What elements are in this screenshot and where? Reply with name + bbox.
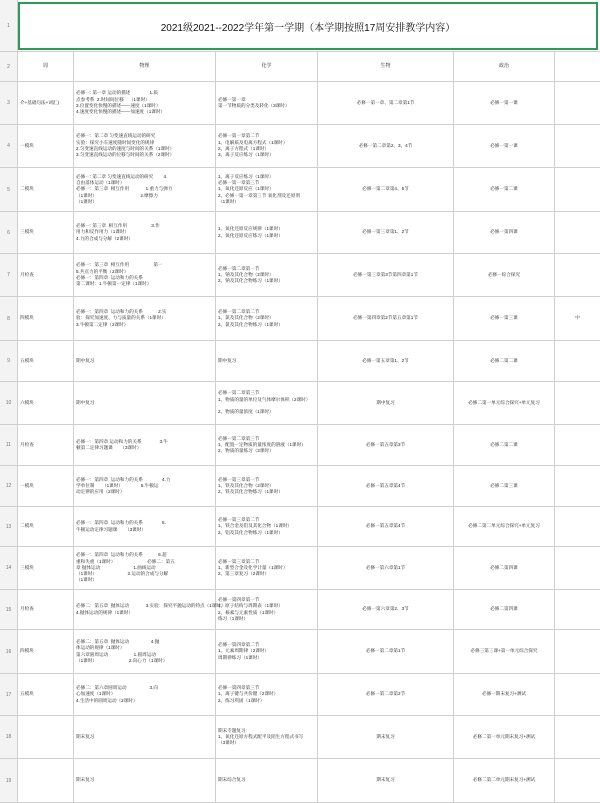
physics-cell[interactable]: 必修一: 第三章 相互作用 3.作 用力和反作用力（1课时） 4.力的合成与分解（2课时） <box>74 212 216 253</box>
week-cell[interactable]: 六模块 <box>18 382 74 424</box>
week-cell[interactable]: 介+基础句法+词汇) <box>18 82 74 124</box>
header-politics[interactable]: 政治 <box>454 52 555 81</box>
header-chemistry[interactable]: 化学 <box>216 52 318 81</box>
header-physics[interactable]: 物理 <box>74 52 216 81</box>
extra-cell[interactable] <box>555 382 600 424</box>
politics-cell[interactable]: 必修二第二课 <box>454 425 555 465</box>
biology-cell[interactable]: 必修一第六章第1节 <box>318 547 454 589</box>
table-row <box>0 341 600 382</box>
physics-cell[interactable]: 期末复习 <box>74 759 216 802</box>
politics-cell[interactable]: 必修一第三课 <box>454 297 555 340</box>
politics-cell[interactable]: 必修二第二单元综合探究+单元复习 <box>454 507 555 546</box>
physics-cell[interactable]: 必修一：第四章 运动和力的关系 6.超 重和失重（1课时） 必修二：第五 章 抛体运动 1.曲线运动 （1课时） 2.运动的合成与分解 （1课时） <box>74 547 216 589</box>
sheet-title[interactable]: 2021级2021--2022学年第一学期（本学期按照17周安排教学内容） <box>18 2 598 50</box>
extra-cell[interactable] <box>555 590 600 629</box>
physics-cell[interactable]: 期末复习 <box>74 716 216 758</box>
chemistry-cell[interactable]: 期中复习 <box>216 341 318 381</box>
physics-cell[interactable]: 必修一：第四章 运动和力的关系 5. 牛顿运动定律习题课 （3课时） <box>74 507 216 546</box>
table-row <box>0 547 600 590</box>
physics-cell[interactable]: 必修二：第五章 抛体运动 4.抛 体运动的规律（1课时） 第六章圆周运动 1.圆周运动 （1课时） 2.向心力（1课时） <box>74 630 216 673</box>
biology-cell[interactable]: 必修一第五章第4节 <box>318 507 454 546</box>
row-number[interactable]: 16 <box>0 630 18 673</box>
physics-cell[interactable]: 期中复习 <box>74 341 216 381</box>
row-number[interactable]: 2 <box>0 52 18 81</box>
politics-cell[interactable]: 必修一第四课 <box>454 212 555 253</box>
politics-cell[interactable]: 必修一第一课 <box>454 125 555 167</box>
table-row <box>0 507 600 547</box>
physics-cell[interactable]: 必修一: 第一章 运动的描述 1.质 点参考系 2.时间间位移 （1课时） 3.位置变化快慢的描述——速度（1课时） 4.速度变化快慢的描述——加速度（1课时） <box>74 82 216 124</box>
physics-cell[interactable]: 必修一：第四章 运动和力的关系 4.力 学单位制 （1课时） 5.牛顿运 动定律的应用（2课时） <box>74 466 216 506</box>
table-row <box>0 297 600 341</box>
table-row <box>0 630 600 674</box>
extra-cell[interactable] <box>555 125 600 167</box>
biology-cell[interactable]: 期末复习 <box>318 716 454 758</box>
chemistry-cell[interactable]: 必修一第三章第一节 1、铁及其化合物（2课时） 2、铁及其化合物练习（1课时） <box>216 466 318 506</box>
extra-cell[interactable] <box>555 674 600 715</box>
politics-cell[interactable]: 必修二第四课 <box>454 547 555 589</box>
row-number[interactable]: 6 <box>0 212 18 253</box>
week-cell[interactable]: 五模块 <box>18 674 74 715</box>
politics-cell[interactable]: 必修三第三课+第一单元综合探究 <box>454 630 555 673</box>
extra-cell[interactable] <box>555 212 600 253</box>
week-cell[interactable]: 二模块 <box>18 168 74 211</box>
biology-cell[interactable]: 必修一第二章第2节 <box>318 674 454 715</box>
chemistry-cell[interactable]: 期末综合复习 <box>216 759 318 802</box>
row-number[interactable]: 17 <box>0 674 18 715</box>
chemistry-cell[interactable]: 必修一第二章第二节 1、氯及其化合物（2课时） 2、氯及其化合物练习（1课时） <box>216 297 318 340</box>
chemistry-cell[interactable]: 1、离子反应练习（1课时） 必修一第一章第三节 1、氧化还原反应（1课时） 2、必修一第一章第三节 氧化剂及还原剂 （1课时） <box>216 168 318 211</box>
row-number[interactable]: 12 <box>0 466 18 506</box>
week-cell[interactable]: 一模块 <box>18 466 74 506</box>
table-row <box>0 382 600 425</box>
table-row <box>0 759 600 803</box>
extra-cell[interactable] <box>555 759 600 802</box>
extra-cell[interactable] <box>555 341 600 381</box>
week-cell[interactable]: 月检查 <box>18 590 74 629</box>
chemistry-cell[interactable]: 必修一第二章第三节 1、配置一定物质的量浓度的溶液（1课时） 2、物质的量练习（2课时） <box>216 425 318 465</box>
chemistry-cell[interactable]: 必修一第四章第二节 1、元素周期律（2课时） 周期律练习（1课时） <box>216 630 318 673</box>
row-number[interactable]: 4 <box>0 125 18 167</box>
extra-cell[interactable] <box>555 425 600 465</box>
row-number[interactable]: 5 <box>0 168 18 211</box>
chemistry-cell[interactable]: 必修一第二章第一节 1、钠及其化合物（2课时） 2、钠及其化合物练习（1课时） <box>216 254 318 296</box>
week-cell[interactable]: 一模块 <box>18 125 74 167</box>
politics-cell[interactable]: 必修二第四课 <box>454 590 555 629</box>
week-cell[interactable]: 四模块 <box>18 630 74 673</box>
row-number[interactable]: 8 <box>0 297 18 340</box>
extra-cell[interactable] <box>555 466 600 506</box>
extra-cell[interactable] <box>555 547 600 589</box>
biology-cell[interactable]: 期末复习 <box>318 759 454 802</box>
biology-cell[interactable]: 必修一第五章第1、2节 <box>318 341 454 381</box>
physics-cell[interactable]: 必修一：第四章 运动和力的关系 2.实 验：探究加速度、力与质量的关系（1课时） 3.牛顿第二定律（2课时） <box>74 297 216 340</box>
extra-cell[interactable] <box>555 254 600 296</box>
week-cell[interactable]: 三模块 <box>18 212 74 253</box>
biology-cell[interactable]: 必修一第二章第2、3、4节 <box>318 125 454 167</box>
row-number[interactable]: 1 <box>0 0 18 51</box>
row-number[interactable]: 15 <box>0 590 18 629</box>
table-row <box>0 425 600 466</box>
week-cell[interactable]: 二模块 <box>18 507 74 546</box>
week-cell[interactable]: 三模块 <box>18 547 74 589</box>
politics-cell[interactable]: 必修一期末复习+测试 <box>454 674 555 715</box>
politics-cell[interactable]: 必修二第一单元综合探究+单元复习 <box>454 382 555 424</box>
chemistry-cell[interactable]: 期末专题复习： 1、氧化还原方程式配平及陌生方程式书写 （3课时） <box>216 716 318 758</box>
physics-cell[interactable]: 必修二：第五章 抛体运动 3.实验：探究平抛运动的特点（1课时） 4.抛体运动的规律（1课时） <box>74 590 216 629</box>
chemistry-cell[interactable]: 必修一第二章第三节 1、物质的量的单位及气体摩尔体积（2课时） 2、物质的量浓度（1课时） <box>216 382 318 424</box>
week-cell[interactable]: 月检查 <box>18 425 74 465</box>
title-row <box>0 0 600 52</box>
chemistry-cell[interactable]: 必修一第一章 第一节物质的分类及转化（3课时） <box>216 82 318 124</box>
politics-cell[interactable]: 必修一综合探究 <box>454 254 555 296</box>
header-week[interactable]: 周 <box>18 52 74 81</box>
row-number[interactable]: 3 <box>0 82 18 124</box>
physics-cell[interactable]: 必修二：第六章圆周运动 3.向 心加速度（1课时） 4.生活中的圆周运动（2课时） <box>74 674 216 715</box>
politics-cell[interactable]: 必修二第二单元期末复习+测试 <box>454 759 555 802</box>
table-row <box>0 674 600 716</box>
physics-cell[interactable]: 必修一：第二章 匀变速直线运动的研究 实验：探究小车速度随时间变化的规律 2.匀变速直线运动的速度与时间的关系（1课时） 3.匀变速直线运动的位移与时间的关系（2课时） <box>74 125 216 167</box>
row-number[interactable]: 9 <box>0 341 18 381</box>
chemistry-cell[interactable]: 必修一第三章第二节 1、新型合金及化学计量（1课时） 2、第三章复习（2课时） <box>216 547 318 589</box>
physics-cell[interactable]: 期中复习 <box>74 382 216 424</box>
week-cell[interactable]: 五模块 <box>18 341 74 381</box>
week-cell[interactable]: 月检查 <box>18 254 74 296</box>
biology-cell[interactable]: 必修一第五章第3节 <box>318 425 454 465</box>
table-row <box>0 716 600 759</box>
extra-cell[interactable] <box>555 507 600 546</box>
extra-cell[interactable]: 中 <box>575 315 580 321</box>
extra-cell[interactable] <box>555 168 600 211</box>
row-number[interactable]: 18 <box>0 716 18 758</box>
biology-cell[interactable]: 必修一第二章第1节 <box>318 630 454 673</box>
table-row <box>0 212 600 254</box>
chemistry-cell[interactable]: 必修一第一章第二节 1、电解质及电离方程式（1课时） 2、离子方程式（1课时） 3、离子反应练习（1课时） <box>216 125 318 167</box>
week-cell[interactable]: 四模块 <box>18 297 74 340</box>
table-row <box>0 254 600 297</box>
header-extra[interactable] <box>555 52 600 81</box>
week-cell[interactable] <box>18 759 74 802</box>
politics-cell[interactable]: 必修二第一单元期末复习+测试 <box>454 716 555 758</box>
week-cell[interactable] <box>18 716 74 758</box>
biology-cell[interactable]: 期中复习 <box>318 382 454 424</box>
biology-cell[interactable]: 必修一第三章第1、2节 <box>318 212 454 253</box>
physics-cell[interactable]: 必修一：第三章 相互作用 第一 5.共点力的平衡（2课时） 必修一：第四章 运动和力的关系 第二课时：1.牛顿第一定律（1课时） <box>74 254 216 296</box>
chemistry-cell[interactable]: 必修一第三章第二节 1、铁合金及铝及其化合物（1课时） 2、铝及其化合物练习（1课时） <box>216 507 318 546</box>
biology-cell[interactable]: 必修一第五章第4节 <box>318 466 454 506</box>
header-row <box>0 52 600 82</box>
row-number[interactable]: 14 <box>0 547 18 589</box>
row-number[interactable]: 11 <box>0 425 18 465</box>
politics-cell[interactable]: 必修二第三课 <box>454 466 555 506</box>
chemistry-cell[interactable]: 1、氧化还原反应规律（1课时） 2、氧化还原反应练习（1课时） <box>216 212 318 253</box>
biology-cell[interactable]: 必修一第六章第2、3节 <box>318 590 454 629</box>
table-row <box>0 82 600 125</box>
biology-cell[interactable]: 必修一第一章、第二章第1节 <box>318 82 454 124</box>
extra-cell[interactable] <box>555 716 600 758</box>
table-row <box>0 125 600 168</box>
biology-cell[interactable]: 必修一第三章第3节第四章第1节 <box>318 254 454 296</box>
table-row <box>0 168 600 212</box>
politics-cell[interactable]: 必修二第二课 <box>454 341 555 381</box>
row-number[interactable]: 13 <box>0 507 18 546</box>
extra-cell[interactable] <box>555 82 600 124</box>
header-biology[interactable]: 生物 <box>318 52 454 81</box>
biology-cell[interactable]: 必修一第四章第2节第五章第1节 <box>318 297 454 340</box>
table-row <box>0 590 600 630</box>
politics-cell[interactable]: 必修一第一课 <box>454 82 555 124</box>
biology-cell[interactable]: 必修一第二章第4、5节 <box>318 168 454 211</box>
physics-cell[interactable]: 必修一: 第二章 匀变速直线运动的研究 4. 自由落体运动（1课时） 必修一：第三章 相互作用 1.重力与弹力 （1课时） 2.摩擦力 （1课时） <box>74 168 216 211</box>
chemistry-cell[interactable]: 必修一第四章第一节 1、原子结构与周期表（1课时） 2、核素与元素性质（1课时） 练习（1课时） <box>216 590 318 629</box>
table-row <box>0 466 600 507</box>
politics-cell[interactable]: 必修一第二课 <box>454 168 555 211</box>
extra-cell[interactable] <box>555 630 600 673</box>
physics-cell[interactable]: 必修一：第四章 运动和力的关系 3.牛 顿第二定律习题课 （3课时） <box>74 425 216 465</box>
row-number[interactable]: 7 <box>0 254 18 296</box>
chemistry-cell[interactable]: 必修一第四章第三节 1、离子键与共价键（2课时） 2、练习巩固（1课时） <box>216 674 318 715</box>
row-number[interactable]: 10 <box>0 382 18 424</box>
row-number[interactable]: 19 <box>0 759 18 802</box>
